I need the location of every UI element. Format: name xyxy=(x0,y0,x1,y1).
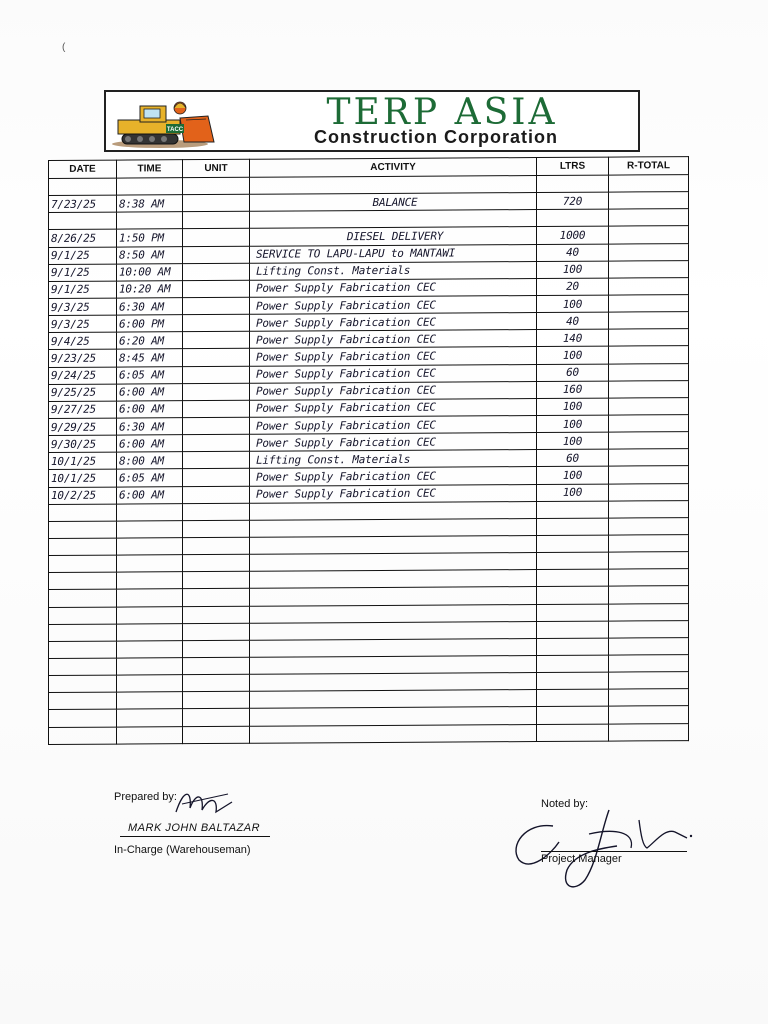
cell-ltrs: 40 xyxy=(537,312,609,330)
column-header-time: TIME xyxy=(117,160,183,178)
cell-activity xyxy=(250,553,537,572)
cell-unit xyxy=(183,417,250,435)
cell-ltrs xyxy=(537,209,609,227)
cell-ltrs: 100 xyxy=(537,466,609,484)
cell-time xyxy=(117,606,183,624)
cell-activity xyxy=(250,724,537,743)
cell-unit xyxy=(183,400,250,418)
cell-unit xyxy=(183,503,250,521)
page-edge-mark: ( xyxy=(62,42,66,53)
cell-r-total xyxy=(609,295,689,313)
cell-time xyxy=(117,675,183,693)
cell-ltrs: 100 xyxy=(537,432,609,450)
cell-date xyxy=(49,709,117,727)
cell-time xyxy=(117,178,183,196)
company-name: TERP ASIA xyxy=(326,92,558,133)
cell-ltrs xyxy=(537,621,609,639)
cell-unit xyxy=(183,674,250,692)
cell-r-total xyxy=(609,209,689,227)
cell-ltrs xyxy=(537,501,609,519)
cell-date: 9/1/25 xyxy=(49,247,117,265)
cell-activity: Power Supply Fabrication CEC xyxy=(250,484,537,503)
cell-date: 9/3/25 xyxy=(49,315,117,333)
cell-r-total xyxy=(609,620,689,638)
cell-ltrs xyxy=(537,655,609,673)
cell-time xyxy=(117,212,183,230)
cell-unit xyxy=(183,486,250,504)
cell-r-total xyxy=(609,312,689,330)
cell-date xyxy=(49,538,117,556)
cell-activity xyxy=(250,707,537,726)
cell-ltrs: 100 xyxy=(537,346,609,364)
cell-ltrs: 160 xyxy=(537,381,609,399)
cell-r-total xyxy=(609,603,689,621)
cell-date: 10/1/25 xyxy=(49,469,117,487)
cell-activity xyxy=(250,176,537,195)
cell-r-total xyxy=(609,329,689,347)
cell-unit xyxy=(183,572,250,590)
signature-icon xyxy=(505,802,695,894)
cell-ltrs xyxy=(537,638,609,656)
cell-time xyxy=(117,538,183,556)
cell-activity: Power Supply Fabrication CEC xyxy=(250,467,537,486)
cell-time xyxy=(117,658,183,676)
cell-r-total xyxy=(609,346,689,364)
cell-r-total xyxy=(609,500,689,518)
cell-activity xyxy=(250,690,537,709)
cell-unit xyxy=(183,263,250,281)
cell-r-total xyxy=(609,569,689,587)
cell-r-total xyxy=(609,723,689,741)
cell-date xyxy=(49,178,117,196)
cell-date: 9/23/25 xyxy=(49,349,117,367)
cell-activity xyxy=(250,655,537,674)
cell-unit xyxy=(183,349,250,367)
fuel-log-table xyxy=(48,156,689,745)
column-header-activity: ACTIVITY xyxy=(250,158,537,178)
cell-r-total xyxy=(609,192,689,210)
noted-by-line xyxy=(541,851,687,852)
cell-r-total xyxy=(609,380,689,398)
cell-time: 6:20 AM xyxy=(117,332,183,350)
cell-date: 8/26/25 xyxy=(49,230,117,248)
cell-r-total xyxy=(609,175,689,193)
cell-date: 9/1/25 xyxy=(49,281,117,299)
cell-r-total xyxy=(609,397,689,415)
cell-time xyxy=(117,623,183,641)
cell-r-total xyxy=(609,586,689,604)
cell-r-total xyxy=(609,363,689,381)
cell-r-total xyxy=(609,432,689,450)
cell-activity: Power Supply Fabrication CEC xyxy=(250,313,537,332)
cell-r-total xyxy=(609,415,689,433)
cell-unit xyxy=(183,314,250,332)
cell-unit xyxy=(183,623,250,641)
cell-activity xyxy=(250,638,537,657)
cell-unit xyxy=(183,194,250,212)
table-row xyxy=(49,723,689,744)
cell-date xyxy=(49,504,117,522)
cell-time xyxy=(117,709,183,727)
cell-time: 8:50 AM xyxy=(117,246,183,264)
cell-ltrs xyxy=(537,175,609,193)
cell-unit xyxy=(183,297,250,315)
cell-unit xyxy=(183,332,250,350)
cell-time: 6:00 AM xyxy=(117,383,183,401)
cell-unit xyxy=(183,280,250,298)
cell-time xyxy=(117,726,183,744)
cell-activity xyxy=(250,570,537,589)
cell-r-total xyxy=(609,706,689,724)
cell-ltrs: 100 xyxy=(537,398,609,416)
cell-date: 9/30/25 xyxy=(49,435,117,453)
cell-date xyxy=(49,641,117,659)
cell-ltrs: 20 xyxy=(537,278,609,296)
cell-unit xyxy=(183,246,250,264)
cell-ltrs: 1000 xyxy=(537,226,609,244)
cell-time: 8:45 AM xyxy=(117,349,183,367)
company-subtitle: Construction Corporation xyxy=(314,127,558,147)
cell-unit xyxy=(183,177,250,195)
cell-ltrs xyxy=(537,672,609,690)
cell-activity xyxy=(250,518,537,537)
cell-r-total xyxy=(609,277,689,295)
cell-unit xyxy=(183,606,250,624)
cell-activity xyxy=(250,535,537,554)
cell-unit xyxy=(183,589,250,607)
cell-date: 9/29/25 xyxy=(49,418,117,436)
cell-time: 1:50 PM xyxy=(117,229,183,247)
cell-unit xyxy=(183,657,250,675)
cell-ltrs xyxy=(537,706,609,724)
cell-r-total xyxy=(609,517,689,535)
noted-by-label: Noted by: xyxy=(541,798,589,810)
cell-activity: Power Supply Fabrication CEC xyxy=(250,364,537,383)
cell-ltrs xyxy=(537,724,609,742)
cell-time xyxy=(117,520,183,538)
column-header-date: DATE xyxy=(49,160,117,178)
cell-r-total xyxy=(609,243,689,261)
cell-activity xyxy=(250,621,537,640)
cell-activity: Power Supply Fabrication CEC xyxy=(250,433,537,452)
cell-activity xyxy=(250,587,537,606)
cell-r-total xyxy=(609,552,689,570)
cell-date: 10/1/25 xyxy=(49,452,117,470)
cell-ltrs xyxy=(537,518,609,536)
cell-unit xyxy=(183,452,250,470)
cell-date xyxy=(49,658,117,676)
cell-time: 6:05 AM xyxy=(117,469,183,487)
cell-r-total xyxy=(609,689,689,707)
cell-date xyxy=(49,607,117,625)
cell-unit xyxy=(183,212,250,230)
cell-activity xyxy=(250,501,537,520)
cell-activity: DIESEL DELIVERY xyxy=(250,227,537,246)
cell-unit xyxy=(183,366,250,384)
cell-activity: Power Supply Fabrication CEC xyxy=(250,398,537,417)
cell-date xyxy=(49,572,117,590)
prepared-by-line xyxy=(120,836,270,837)
cell-ltrs: 60 xyxy=(537,364,609,382)
cell-date xyxy=(49,675,117,693)
cell-r-total xyxy=(609,637,689,655)
cell-ltrs xyxy=(537,689,609,707)
cell-ltrs: 40 xyxy=(537,244,609,262)
cell-time xyxy=(117,555,183,573)
cell-ltrs: 100 xyxy=(537,484,609,502)
cell-r-total xyxy=(609,466,689,484)
cell-date: 10/2/25 xyxy=(49,487,117,505)
cell-r-total xyxy=(609,655,689,673)
cell-time: 6:30 AM xyxy=(117,418,183,436)
cell-unit xyxy=(183,520,250,538)
cell-unit xyxy=(183,537,250,555)
cell-date: 9/1/25 xyxy=(49,264,117,282)
cell-time: 8:00 AM xyxy=(117,452,183,470)
cell-time: 6:00 AM xyxy=(117,486,183,504)
cell-activity: Lifting Const. Materials xyxy=(250,450,537,469)
cell-r-total xyxy=(609,260,689,278)
logo-badge-text: TACC xyxy=(166,127,184,133)
cell-r-total xyxy=(609,226,689,244)
cell-time: 6:00 PM xyxy=(117,315,183,333)
cell-date xyxy=(49,692,117,710)
cell-date xyxy=(49,727,117,745)
noted-by-role: Project Manager xyxy=(541,853,622,865)
cell-time: 6:30 AM xyxy=(117,298,183,316)
cell-time: 10:00 AM xyxy=(117,263,183,281)
cell-time: 6:05 AM xyxy=(117,366,183,384)
cell-activity: Lifting Const. Materials xyxy=(250,261,537,280)
cell-unit xyxy=(183,640,250,658)
prepared-by-role: In-Charge (Warehouseman) xyxy=(114,844,251,856)
bulldozer-icon xyxy=(110,96,230,150)
cell-r-total xyxy=(609,449,689,467)
cell-time xyxy=(117,692,183,710)
cell-date xyxy=(49,555,117,573)
cell-unit xyxy=(183,554,250,572)
cell-time: 10:20 AM xyxy=(117,281,183,299)
cell-ltrs xyxy=(537,569,609,587)
cell-unit xyxy=(183,469,250,487)
cell-time xyxy=(117,589,183,607)
cell-date xyxy=(49,212,117,230)
cell-activity xyxy=(250,604,537,623)
cell-activity xyxy=(250,210,537,229)
signature-icon xyxy=(170,782,240,824)
cell-time xyxy=(117,503,183,521)
cell-ltrs xyxy=(537,535,609,553)
cell-activity xyxy=(250,673,537,692)
cell-ltrs: 60 xyxy=(537,449,609,467)
cell-activity: Power Supply Fabrication CEC xyxy=(250,278,537,297)
cell-date xyxy=(49,521,117,539)
company-logo-banner xyxy=(104,90,640,152)
cell-unit xyxy=(183,726,250,744)
column-header-unit: UNIT xyxy=(183,159,250,177)
cell-unit xyxy=(183,691,250,709)
cell-unit xyxy=(183,229,250,247)
prepared-by-label: Prepared by: xyxy=(114,791,177,803)
cell-date: 9/4/25 xyxy=(49,332,117,350)
cell-date: 9/24/25 xyxy=(49,367,117,385)
cell-activity: Power Supply Fabrication CEC xyxy=(250,347,537,366)
cell-unit xyxy=(183,709,250,727)
cell-time: 6:00 AM xyxy=(117,401,183,419)
cell-activity: SERVICE TO LAPU-LAPU to MANTAWI xyxy=(250,244,537,263)
cell-time xyxy=(117,640,183,658)
cell-activity: Power Supply Fabrication CEC xyxy=(250,296,537,315)
cell-ltrs: 140 xyxy=(537,329,609,347)
table-body xyxy=(49,175,689,745)
cell-activity: BALANCE xyxy=(250,193,537,212)
prepared-by-name: MARK JOHN BALTAZAR xyxy=(128,822,261,834)
cell-date: 7/23/25 xyxy=(49,195,117,213)
cell-activity: Power Supply Fabrication CEC xyxy=(250,415,537,434)
cell-ltrs: 100 xyxy=(537,415,609,433)
cell-time: 6:00 AM xyxy=(117,435,183,453)
cell-time: 8:38 AM xyxy=(117,195,183,213)
cell-time xyxy=(117,572,183,590)
cell-ltrs: 100 xyxy=(537,295,609,313)
column-header-r-total: R-TOTAL xyxy=(609,157,689,175)
column-header-ltrs: LTRS xyxy=(537,157,609,175)
cell-unit xyxy=(183,383,250,401)
cell-r-total xyxy=(609,672,689,690)
cell-ltrs: 100 xyxy=(537,261,609,279)
cell-r-total xyxy=(609,483,689,501)
cell-ltrs xyxy=(537,586,609,604)
cell-ltrs xyxy=(537,604,609,622)
cell-date xyxy=(49,624,117,642)
cell-unit xyxy=(183,434,250,452)
cell-activity: Power Supply Fabrication CEC xyxy=(250,330,537,349)
cell-date: 9/27/25 xyxy=(49,401,117,419)
cell-r-total xyxy=(609,535,689,553)
cell-date xyxy=(49,589,117,607)
cell-activity: Power Supply Fabrication CEC xyxy=(250,381,537,400)
cell-date: 9/3/25 xyxy=(49,298,117,316)
cell-ltrs xyxy=(537,552,609,570)
cell-ltrs: 720 xyxy=(537,192,609,210)
cell-date: 9/25/25 xyxy=(49,384,117,402)
